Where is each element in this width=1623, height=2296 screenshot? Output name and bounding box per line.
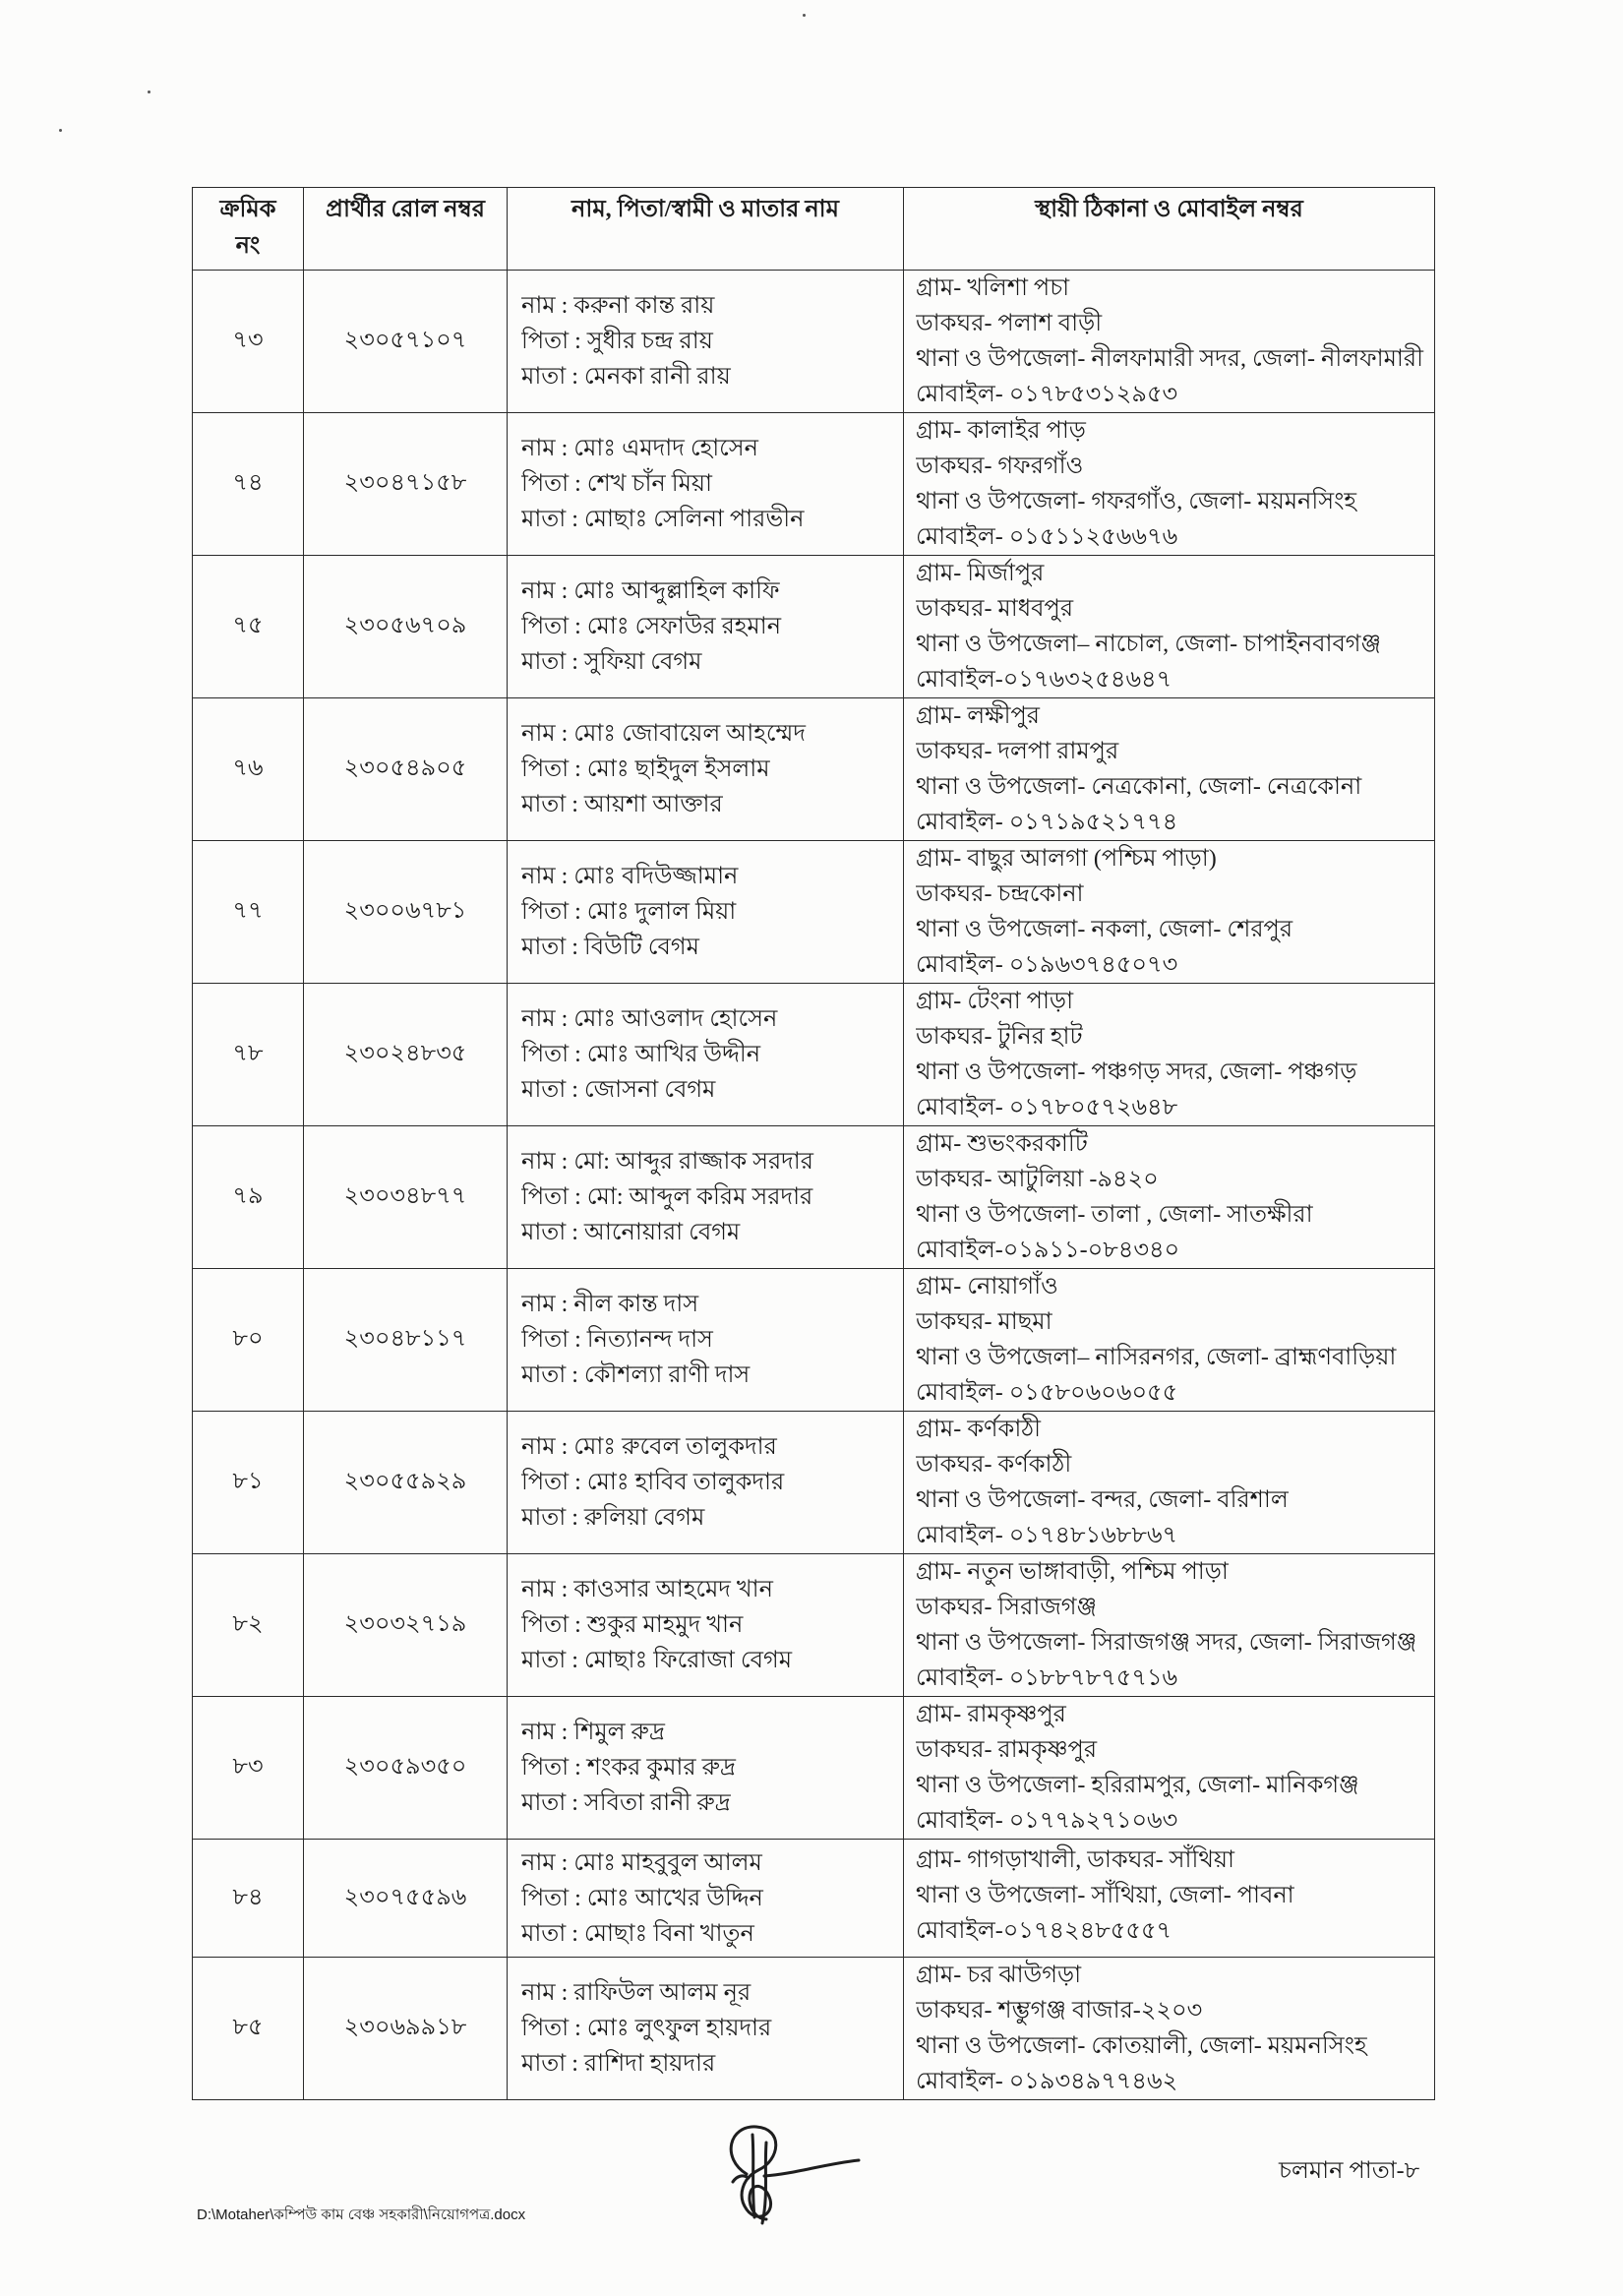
header-roll-label: প্রার্থীর রোল নম্বর <box>326 197 485 222</box>
continued-page-note: চলমান পাতা-৮ <box>1279 2158 1420 2184</box>
header-row <box>193 188 1435 271</box>
candidate-name: নাম : রাফিউল আলম নূর <box>521 1980 751 2006</box>
address-line: থানা ও উপজেলা- হরিরামপুর, জেলা- মানিকগঞ্জ <box>916 1773 1359 1798</box>
header-address <box>904 188 1435 271</box>
address-line: থানা ও উপজেলা- নকলা, জেলা- শেরপুর <box>916 917 1293 942</box>
mobile-number: মোবাইল-০১৭৪২৪৮৫৫৫৭ <box>916 1918 1172 1944</box>
candidate-name: নাম : মোঃ রুবেল তালুকদার <box>521 1434 777 1460</box>
scan-speck <box>59 129 62 132</box>
father-name: পিতা : নিত্যানন্দ দাস <box>521 1327 713 1353</box>
mobile-number: মোবাইল- ০১৮৮৭৮৭৫৭১৬ <box>916 1665 1178 1691</box>
roll-number: ২৩০৪৮১১৭ <box>304 1269 508 1412</box>
roll-number: ২৩০৫৯৩৫০ <box>304 1697 508 1840</box>
mother-name: মাতা : আয়শা আক্তার <box>521 792 723 817</box>
mother-name: মাতা : রুলিয়া বেগম <box>521 1505 705 1531</box>
father-name: পিতা : মোঃ আখের উদ্দিন <box>521 1885 763 1911</box>
header-serial <box>193 188 304 271</box>
table-row <box>193 556 1435 698</box>
table-row <box>193 1412 1435 1554</box>
roll-number: ২৩০৩৪৮৭৭ <box>304 1126 508 1269</box>
candidate-table <box>192 187 1435 2100</box>
table-row <box>193 841 1435 984</box>
candidate-name: নাম : শিমুল রুদ্র <box>521 1720 665 1745</box>
address-line: ডাকঘর- টুনির হাট <box>916 1024 1083 1050</box>
names-cell <box>508 841 904 984</box>
address-cell <box>904 1958 1435 2100</box>
address-line: ডাকঘর- দলপা রামপুর <box>916 739 1119 764</box>
mother-name: মাতা : সুফিয়া বেগম <box>521 649 702 675</box>
serial-number: ৭৪ <box>193 413 304 556</box>
father-name: পিতা : মোঃ সেফাউর রহমান <box>521 614 782 639</box>
serial-number: ৭৩ <box>193 271 304 413</box>
address-line: ডাকঘর- মাধবপুর <box>916 596 1074 622</box>
scan-speck <box>803 14 806 17</box>
father-name: পিতা : শুকুর মাহমুদ খান <box>521 1612 744 1638</box>
address-cell <box>904 556 1435 698</box>
names-cell <box>508 1697 904 1840</box>
table-row <box>193 271 1435 413</box>
address-cell <box>904 271 1435 413</box>
names-cell <box>508 1958 904 2100</box>
address-line: থানা ও উপজেলা– নাচোল, জেলা- চাপাইনবাবগঞ্জ <box>916 632 1382 657</box>
names-cell <box>508 556 904 698</box>
header-address-label: স্থায়ী ঠিকানা ও মোবাইল নম্বর <box>1035 197 1303 222</box>
address-line: ডাকঘর- চন্দ্রকোনা <box>916 881 1084 907</box>
address-line: গ্রাম- নতুন ভাঙ্গাবাড়ী, পশ্চিম পাড়া <box>916 1559 1229 1585</box>
scan-speck <box>148 91 150 93</box>
address-line: থানা ও উপজেলা- গফরগাঁও, জেলা- ময়মনসিংহ <box>916 489 1357 514</box>
names-cell <box>508 698 904 841</box>
address-cell <box>904 698 1435 841</box>
candidate-name: নাম : করুনা কান্ত রায় <box>521 293 715 319</box>
mobile-number: মোবাইল- ০১৭১৯৫২১৭৭৪ <box>916 810 1178 835</box>
roll-number: ২৩০৩২৭১৯ <box>304 1554 508 1697</box>
address-line: গ্রাম- কর্ণকাঠী <box>916 1417 1042 1442</box>
serial-number: ৭৬ <box>193 698 304 841</box>
table-header <box>193 188 1435 271</box>
serial-number: ৭৮ <box>193 984 304 1126</box>
father-name: পিতা : মো: আব্দুল করিম সরদার <box>521 1184 813 1210</box>
mother-name: মাতা : রাশিদা হায়দার <box>521 2051 716 2077</box>
address-line: থানা ও উপজেলা- বন্দর, জেলা- বরিশাল <box>916 1487 1289 1513</box>
mother-name: মাতা : মেনকা রানী রায় <box>521 364 731 390</box>
address-line: গ্রাম- লক্ষীপুর <box>916 703 1040 729</box>
mother-name: মাতা : মোছাঃ সেলিনা পারভীন <box>521 507 805 532</box>
address-line: গ্রাম- শুভংকরকাটি <box>916 1131 1088 1157</box>
file-path-footer: D:\Motaher\কম্পিউ কাম বেঞ্চ সহকারী\নিয়োগপত্র.docx <box>197 2206 526 2223</box>
names-cell <box>508 413 904 556</box>
mobile-number: মোবাইল- ০১৭৮৫৩১২৯৫৩ <box>916 382 1178 407</box>
father-name: পিতা : মোঃ হাবিব তালুকদার <box>521 1470 785 1495</box>
candidate-name: নাম : কাওসার আহমেদ খান <box>521 1577 773 1602</box>
address-line: গ্রাম- টেংনা পাড়া <box>916 989 1074 1014</box>
address-line: ডাকঘর- পলাশ বাড়ী <box>916 311 1103 336</box>
mobile-number: মোবাইল- ০১৭৪৮১৬৮৮৬৭ <box>916 1523 1178 1548</box>
header-serial-line1: ক্রমিক <box>219 197 276 222</box>
address-line: থানা ও উপজেলা– নাসিরনগর, জেলা- ব্রাহ্মণবাড়িয়া <box>916 1345 1397 1370</box>
address-line: গ্রাম- কালাইর পাড় <box>916 418 1086 444</box>
roll-number: ২৩০২৪৮৩৫ <box>304 984 508 1126</box>
mother-name: মাতা : বিউটি বেগম <box>521 935 699 960</box>
candidate-name: নাম : মোঃ বদিউজ্জামান <box>521 864 739 889</box>
address-line: গ্রাম- নোয়াগাঁও <box>916 1274 1058 1299</box>
table-body <box>193 271 1435 2100</box>
table-row <box>193 413 1435 556</box>
candidate-name: নাম : নীল কান্ত দাস <box>521 1292 699 1317</box>
names-cell <box>508 271 904 413</box>
table-row <box>193 1554 1435 1697</box>
address-line: থানা ও উপজেলা- কোতয়ালী, জেলা- ময়মনসিংহ <box>916 2033 1367 2059</box>
names-cell <box>508 984 904 1126</box>
mother-name: মাতা : কৌশল্যা রাণী দাস <box>521 1362 751 1388</box>
names-cell <box>508 1554 904 1697</box>
serial-number: ৮০ <box>193 1269 304 1412</box>
father-name: পিতা : সুধীর চন্দ্র রায় <box>521 329 713 354</box>
address-line: গ্রাম- মির্জাপুর <box>916 561 1045 586</box>
roll-number: ২৩০৪৭১৫৮ <box>304 413 508 556</box>
serial-number: ৭৫ <box>193 556 304 698</box>
address-line: গ্রাম- চর ঝাউগড়া <box>916 1963 1082 1988</box>
roll-number: ২৩০০৬৭৮১ <box>304 841 508 984</box>
mother-name: মাতা : মোছাঃ ফিরোজা বেগম <box>521 1648 793 1673</box>
address-cell <box>904 413 1435 556</box>
serial-number: ৮৩ <box>193 1697 304 1840</box>
table-row <box>193 698 1435 841</box>
mother-name: মাতা : সবিতা রানী রুদ্র <box>521 1790 731 1816</box>
candidate-name: নাম : মোঃ আব্দুল্লাহিল কাফি <box>521 578 780 604</box>
header-names-label: নাম, পিতা/স্বামী ও মাতার নাম <box>571 197 839 222</box>
address-line: থানা ও উপজেলা- সাঁথিয়া, জেলা- পাবনা <box>916 1883 1294 1908</box>
father-name: পিতা : শংকর কুমার রুদ্র <box>521 1755 736 1781</box>
address-line: থানা ও উপজেলা- সিরাজগঞ্জ সদর, জেলা- সিরাজগঞ্জ <box>916 1630 1417 1656</box>
table-row <box>193 1126 1435 1269</box>
address-cell <box>904 1697 1435 1840</box>
roll-number: ২৩০৬৯৯১৮ <box>304 1958 508 2100</box>
names-cell <box>508 1840 904 1958</box>
header-names <box>508 188 904 271</box>
father-name: পিতা : মোঃ দুলাল মিয়া <box>521 899 737 925</box>
serial-number: ৮২ <box>193 1554 304 1697</box>
names-cell <box>508 1269 904 1412</box>
names-cell <box>508 1412 904 1554</box>
candidate-name: নাম : মো: আব্দুর রাজ্জাক সরদার <box>521 1149 813 1175</box>
roll-number: ২৩০৫৬৭০৯ <box>304 556 508 698</box>
father-name: পিতা : মোঃ আখির উদ্দীন <box>521 1042 761 1067</box>
address-cell <box>904 1126 1435 1269</box>
address-line: ডাকঘর- আটুলিয়া -৯৪২০ <box>916 1167 1159 1192</box>
mother-name: মাতা : মোছাঃ বিনা খাতুন <box>521 1920 754 1947</box>
father-name: পিতা : মোঃ ছাইদুল ইসলাম <box>521 756 770 782</box>
mobile-number: মোবাইল- ০১৯৬৩৭৪৫০৭৩ <box>916 952 1178 978</box>
table-row <box>193 1958 1435 2100</box>
roll-number: ২৩০৫৫৯২৯ <box>304 1412 508 1554</box>
mobile-number: মোবাইল- ০১৯৩৪৯৭৭৪৬২ <box>916 2069 1178 2094</box>
address-line: ডাকঘর- রামকৃষ্ণপুর <box>916 1737 1098 1763</box>
candidate-name: নাম : মোঃ এমদাদ হোসেন <box>521 436 758 461</box>
serial-number: ৭৯ <box>193 1126 304 1269</box>
signature <box>703 2117 861 2227</box>
address-line: থানা ও উপজেলা- নীলফামারী সদর, জেলা- নীলফামারী <box>916 346 1423 372</box>
address-cell <box>904 984 1435 1126</box>
table-row <box>193 1840 1435 1958</box>
address-cell <box>904 1554 1435 1697</box>
mother-name: মাতা : জোসনা বেগম <box>521 1077 716 1103</box>
mobile-number: মোবাইল- ০১৭৭৯২৭১০৬৩ <box>916 1808 1178 1834</box>
father-name: পিতা : শেখ চাঁন মিয়া <box>521 471 713 497</box>
mother-name: মাতা : আনোয়ারা বেগম <box>521 1220 741 1245</box>
mobile-number: মোবাইল-০১৯১১-০৮৪৩৪০ <box>916 1238 1180 1263</box>
mobile-number: মোবাইল-০১৭৬৩২৫৪৬৪৭ <box>916 667 1172 693</box>
address-line: ডাকঘর- শম্ভুগঞ্জ বাজার-২২০৩ <box>916 1998 1203 2024</box>
header-roll <box>304 188 508 271</box>
address-line: ডাকঘর- কর্ণকাঠী <box>916 1452 1072 1478</box>
address-cell <box>904 841 1435 984</box>
father-name: পিতা : মোঃ লুৎফুল হায়দার <box>521 2016 772 2041</box>
serial-number: ৮৫ <box>193 1958 304 2100</box>
header-serial-line2: নং <box>235 233 261 259</box>
table-row <box>193 1269 1435 1412</box>
roll-number: ২৩০৭৫৫৯৬ <box>304 1840 508 1958</box>
address-cell <box>904 1412 1435 1554</box>
address-cell <box>904 1269 1435 1412</box>
address-line: ডাকঘর- সিরাজগঞ্জ <box>916 1595 1098 1620</box>
address-line: থানা ও উপজেলা- নেত্রকোনা, জেলা- নেত্রকোনা <box>916 774 1362 800</box>
serial-number: ৮১ <box>193 1412 304 1554</box>
mobile-number: মোবাইল- ০১৫১১২৫৬৬৭৬ <box>916 524 1178 550</box>
names-cell <box>508 1126 904 1269</box>
candidate-name: নাম : মোঃ জোবায়েল আহম্মেদ <box>521 721 806 747</box>
address-cell <box>904 1840 1435 1958</box>
serial-number: ৭৭ <box>193 841 304 984</box>
candidate-name: নাম : মোঃ আওলাদ হোসেন <box>521 1006 778 1032</box>
mobile-number: মোবাইল- ০১৫৮০৬০৬০৫৫ <box>916 1380 1178 1406</box>
roll-number: ২৩০৫৭১০৭ <box>304 271 508 413</box>
mobile-number: মোবাইল- ০১৭৮০৫৭২৬৪৮ <box>916 1095 1178 1120</box>
address-line: থানা ও উপজেলা- পঞ্চগড় সদর, জেলা- পঞ্চগড় <box>916 1059 1357 1085</box>
address-line: ডাকঘর- মাছমা <box>916 1309 1052 1335</box>
address-line: গ্রাম- রামকৃষ্ণপুর <box>916 1702 1066 1727</box>
address-line: থানা ও উপজেলা- তালা , জেলা- সাতক্ষীরা <box>916 1202 1313 1228</box>
serial-number: ৮৪ <box>193 1840 304 1958</box>
address-line: গ্রাম- বাছুর আলগা (পশ্চিম পাড়া) <box>916 846 1217 872</box>
table-row <box>193 984 1435 1126</box>
candidate-name: নাম : মোঃ মাহবুবুল আলম <box>521 1849 762 1876</box>
address-line: ডাকঘর- গফরগাঁও <box>916 453 1084 479</box>
address-line: গ্রাম- খলিশা পচা <box>916 275 1070 301</box>
roll-number: ২৩০৫৪৯০৫ <box>304 698 508 841</box>
table-row <box>193 1697 1435 1840</box>
address-line: গ্রাম- গাগড়াখালী, ডাকঘর- সাঁথিয়া <box>916 1847 1234 1873</box>
